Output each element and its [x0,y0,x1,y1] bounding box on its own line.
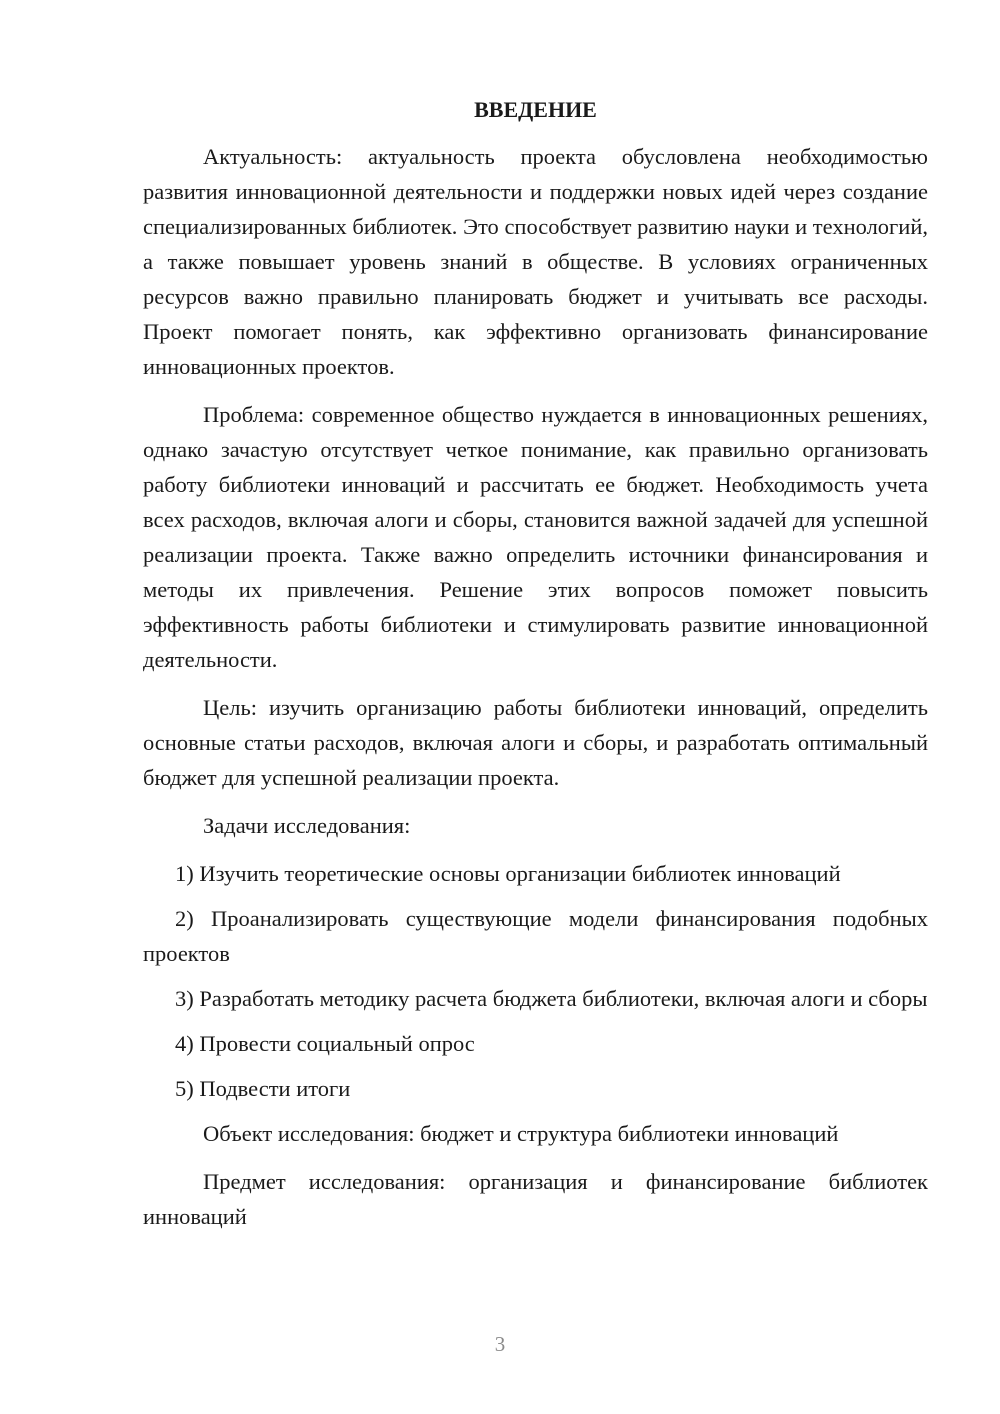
research-object: Объект исследования: бюджет и структура библиотеки инноваций [203,1121,839,1146]
task-item-2: 2) Проанализировать существующие модели финансирования подобных проектов [143,906,928,966]
relevance-paragraph: Актуальность: актуальность проекта обусловлена необходимостью развития инновационной деятельности и поддержки новых идей через создание специализированных библиотек. Это способствует развитию науки и технологий, а также повышает уровень знаний в обществе. В условиях ограниченных ресурсов важно правильно планировать бюджет и учитывать все расходы. Проект помогает понять, как эффективно организовать финансирование инновационных проектов. [143,144,928,379]
task-item-5: 5) Подвести итоги [175,1076,351,1101]
goal-paragraph: Цель: изучить организацию работы библиотеки инноваций, определить основные статьи расходов, включая алоги и сборы, и разработать оптимальный бюджет для успешной реализации проекта. [143,695,928,790]
task-item-1: 1) Изучить теоретические основы организации библиотек инноваций [175,861,841,886]
document-body [143,92,928,1247]
task-item-3: 3) Разработать методику расчета бюджета библиотеки, включая алоги и сборы [175,986,928,1011]
tasks-heading: Задачи исследования: [203,813,411,838]
page-number: 3 [494,1332,506,1356]
problem-paragraph: Проблема: современное общество нуждается в инновационных решениях, однако зачастую отсутствует четкое понимание, как правильно организовать работу библиотеки инноваций и рассчитать ее бюджет. Необходимость учета всех расходов, включая алоги и сборы, становится важной задачей для успешной реализации проекта. Также важно определить источники финансирования и методы их привлечения. Решение этих вопросов поможет повысить эффективность работы библиотеки и стимулировать развитие инновационной деятельности. [143,402,928,672]
task-item-4: 4) Провести социальный опрос [175,1031,475,1056]
section-title: ВВЕДЕНИЕ [474,97,597,122]
research-subject: Предмет исследования: организация и финансирование библиотек инноваций [143,1169,928,1229]
